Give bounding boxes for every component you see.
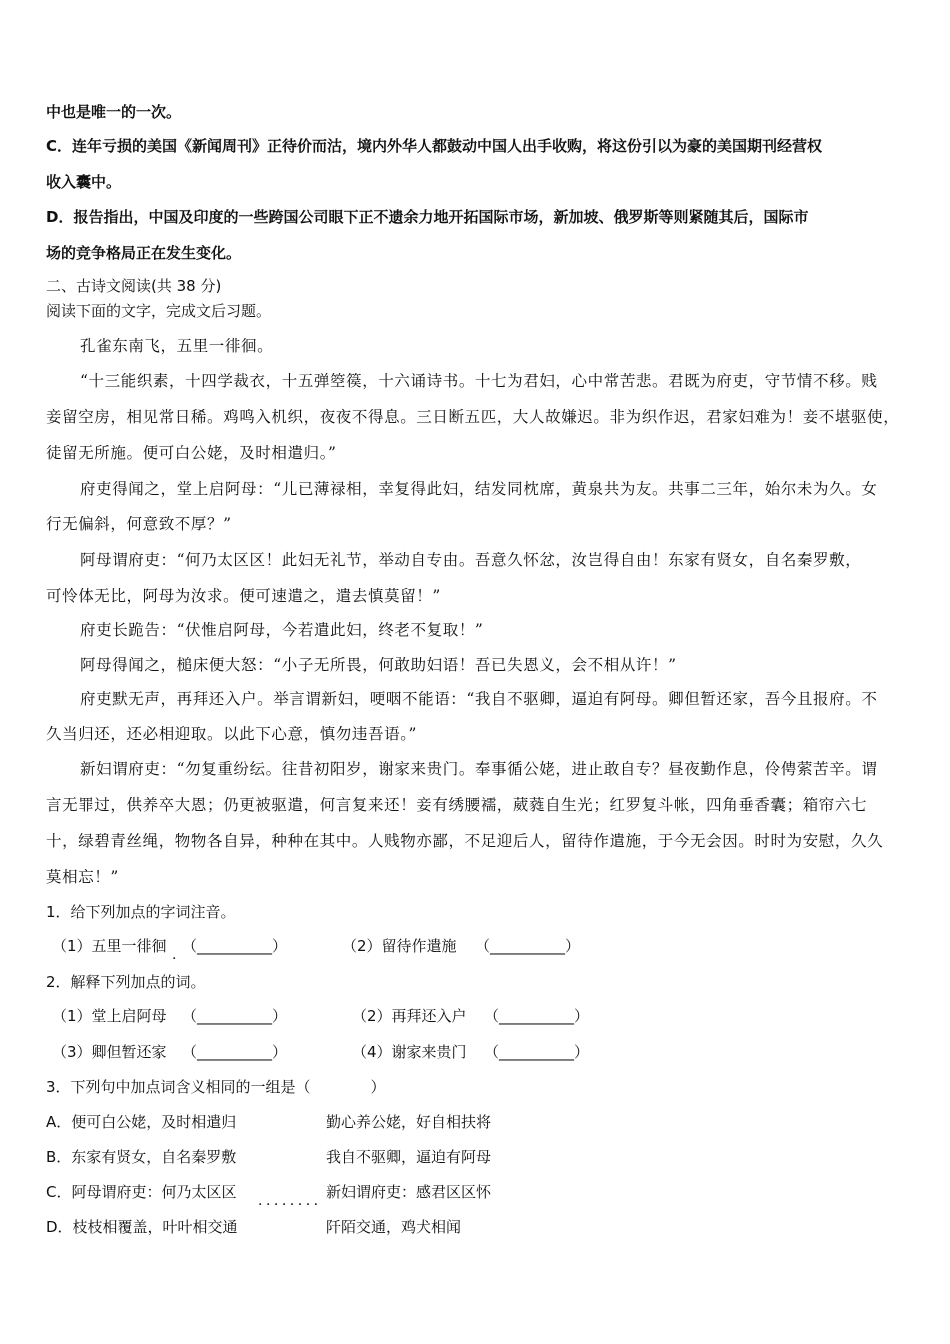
option-d-left: D．枝枝相覆盖，叶叶相交通 — [46, 1218, 238, 1236]
option-c-line2: 收入囊中。 — [46, 173, 122, 191]
answer-blank[interactable]: （__________） — [182, 1043, 288, 1061]
question-1-stem: 1．给下列加点的字词注音。 — [46, 903, 236, 921]
poem-line: 孔雀东南飞，五里一徘徊。 — [80, 337, 274, 355]
poem-line: 府吏默无声，再拜还入户。举言谓新妇，哽咽不能语：“我自不驱卿，逼迫有阿母。卿但暂还家，吾今且报府。不 — [80, 690, 878, 708]
poem-line: 十，绿碧青丝绳，物物各自异，种种在其中。人贱物亦鄙，不足迎后人，留待作遣施，于今无会因。时时为安慰，久久 — [46, 832, 884, 850]
option-c-line1: C．连年亏损的美国《新闻周刊》正待价而沽，境内外华人都鼓动中国人出手收购，将这份引以为豪的美国期刊经营权 — [46, 137, 823, 155]
option-c-tail: 中也是唯一的一次。 — [46, 103, 182, 121]
answer-blank[interactable]: （__________） — [475, 937, 581, 955]
poem-line: 久当归还，还必相迎取。以此下心意，慎勿违吾语。” — [46, 725, 418, 743]
poem-line: 行无偏斜，何意致不厚？” — [46, 515, 232, 533]
question-2-stem: 2．解释下列加点的词。 — [46, 973, 206, 991]
answer-blank[interactable]: （__________） — [484, 1043, 590, 1061]
option-a-right: 勤心养公姥，好自相扶将 — [326, 1113, 492, 1131]
option-b-left: B．东家有贤女，自名秦罗敷 — [46, 1148, 237, 1166]
poem-line: “十三能织素，十四学裁衣，十五弹箜篌，十六诵诗书。十七为君妇，心中常苦悲。君既为府吏，守节情不移。贱 — [80, 372, 878, 390]
emphasis-dots: ........ — [258, 1193, 322, 1209]
poem-line: 可怜体无比，阿母为汝求。便可速遣之，遣去慎莫留！” — [46, 587, 441, 605]
question-3-stem: 3．下列句中加点词含义相同的一组是（ ） — [46, 1078, 386, 1096]
answer-blank[interactable]: （__________） — [182, 937, 288, 955]
question-1-item-2: （2）留待作遣施 — [342, 937, 457, 955]
option-d-line2: 场的竞争格局正在发生变化。 — [46, 244, 242, 262]
answer-blank[interactable]: （__________） — [484, 1007, 590, 1025]
option-c-right: 新妇谓府吏：感君区区怀 — [326, 1183, 492, 1201]
section-title: 二、古诗文阅读(共 38 分) — [46, 277, 222, 295]
option-a-left: A．便可白公姥，及时相遣归 — [46, 1113, 237, 1131]
option-c-left: C．阿母谓府吏：何乃太区区 — [46, 1183, 237, 1201]
emphasis-dot: . — [172, 947, 177, 963]
poem-line: 阿母得闻之，槌床便大怒：“小子无所畏，何敢助妇语！吾已失恩义，会不相从许！” — [80, 656, 677, 674]
question-2-item-3: （3）卿但暂还家 — [52, 1043, 167, 1061]
poem-line: 阿母谓府吏：“何乃太区区！此妇无礼节，举动自专由。吾意久怀忿，汝岂得自由！东家有贤女，自名秦罗敷， — [80, 551, 862, 569]
poem-line: 妾留空房，相见常日稀。鸡鸣入机织，夜夜不得息。三日断五匹，大人故嫌迟。非为织作迟，君家妇难为！妾不堪驱使， — [46, 408, 900, 426]
question-2-item-2: （2）再拜还入户 — [352, 1007, 467, 1025]
poem-line: 新妇谓府吏：“勿复重纷纭。往昔初阳岁，谢家来贵门。奉事循公姥，进止敢自专？昼夜勤作息，伶俜萦苦辛。谓 — [80, 760, 878, 778]
poem-line: 徒留无所施。便可白公姥，及时相遣归。” — [46, 444, 337, 462]
question-1-item-1: （1）五里一徘徊 — [52, 937, 167, 955]
poem-line: 府吏长跪告：“伏惟启阿母，今若遣此妇，终老不复取！” — [80, 621, 484, 639]
section-instruction: 阅读下面的文字，完成文后习题。 — [46, 302, 272, 320]
option-b-right: 我自不驱卿，逼迫有阿母 — [326, 1148, 492, 1166]
answer-blank[interactable]: （__________） — [182, 1007, 288, 1025]
poem-line: 府吏得闻之，堂上启阿母：“儿已薄禄相，幸复得此妇，结发同枕席，黄泉共为友。共事二三年，始尔未为久。女 — [80, 480, 878, 498]
question-2-item-4: （4）谢家来贵门 — [352, 1043, 467, 1061]
option-d-line1: D．报告指出，中国及印度的一些跨国公司眼下正不遗余力地开拓国际市场，新加坡、俄罗斯等则紧随其后，国际市 — [46, 208, 809, 226]
poem-line: 莫相忘！” — [46, 868, 119, 886]
poem-line: 言无罪过，供养卒大恩；仍更被驱遣，何言复来还！妾有绣腰襦，葳蕤自生光；红罗复斗帐，四角垂香囊；箱帘六七 — [46, 796, 868, 814]
option-d-right: 阡陌交通，鸡犬相闻 — [326, 1218, 462, 1236]
question-2-item-1: （1）堂上启阿母 — [52, 1007, 167, 1025]
